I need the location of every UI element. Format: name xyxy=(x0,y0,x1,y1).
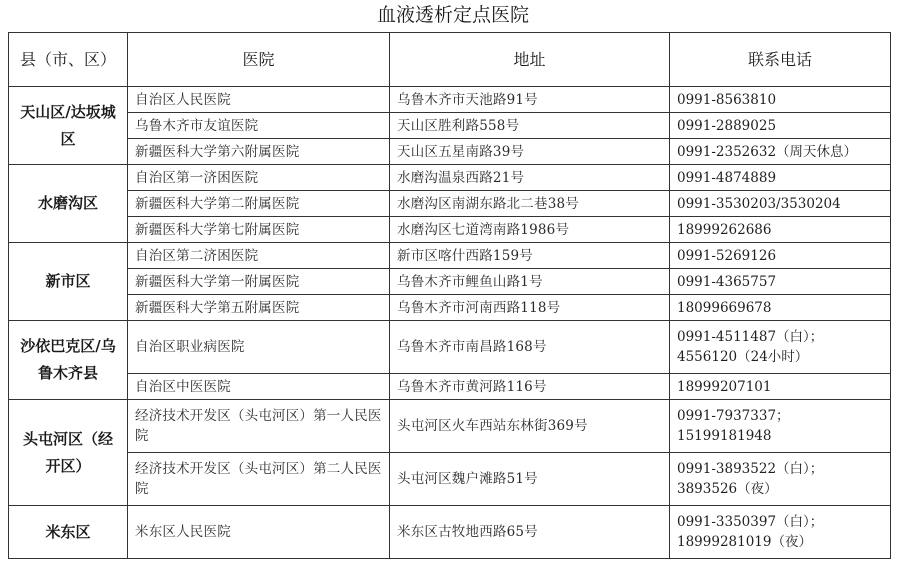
address-cell: 新市区喀什西路159号 xyxy=(390,243,670,269)
phone-cell: 0991-3530203/3530204 xyxy=(670,191,891,217)
address-cell: 天山区五星南路39号 xyxy=(390,139,670,165)
hospital-cell: 新疆医科大学第二附属医院 xyxy=(128,191,390,217)
phone-cell: 18999262686 xyxy=(670,217,891,243)
table-row xyxy=(9,506,891,559)
header-county: 县（市、区） xyxy=(9,33,128,87)
phone-cell: 0991-4874889 xyxy=(670,165,891,191)
table-row xyxy=(9,269,891,295)
phone-cell: 18099669678 xyxy=(670,295,891,321)
hospital-cell: 自治区中医医院 xyxy=(128,374,390,400)
county-cell: 水磨沟区 xyxy=(9,165,128,243)
table-row xyxy=(9,453,891,506)
hospital-cell: 经济技术开发区（头屯河区）第二人民医院 xyxy=(128,453,390,506)
address-cell: 头屯河区火车西站东林街369号 xyxy=(390,400,670,453)
address-cell: 乌鲁木齐市南昌路168号 xyxy=(390,321,670,374)
table-row xyxy=(9,400,891,453)
county-cell: 米东区 xyxy=(9,506,128,559)
address-cell: 水磨沟区七道湾南路1986号 xyxy=(390,217,670,243)
county-cell: 头屯河区（经开区） xyxy=(9,400,128,506)
table-row xyxy=(9,295,891,321)
hospital-cell: 新疆医科大学第七附属医院 xyxy=(128,217,390,243)
hospital-cell: 经济技术开发区（头屯河区）第一人民医院 xyxy=(128,400,390,453)
hospital-cell: 米东区人民医院 xyxy=(128,506,390,559)
phone-cell: 0991-5269126 xyxy=(670,243,891,269)
table-row xyxy=(9,217,891,243)
phone-cell: 0991-2352632（周天休息） xyxy=(670,139,891,165)
hospital-cell: 新疆医科大学第六附属医院 xyxy=(128,139,390,165)
phone-cell: 0991-3893522（白）；3893526（夜） xyxy=(670,453,891,506)
address-cell: 水磨沟温泉西路21号 xyxy=(390,165,670,191)
header-address: 地址 xyxy=(390,33,670,87)
table-row xyxy=(9,139,891,165)
address-cell: 乌鲁木齐市黄河路116号 xyxy=(390,374,670,400)
phone-cell: 18999207101 xyxy=(670,374,891,400)
hospital-cell: 自治区第一济困医院 xyxy=(128,165,390,191)
hospital-cell: 新疆医科大学第一附属医院 xyxy=(128,269,390,295)
address-cell: 米东区古牧地西路65号 xyxy=(390,506,670,559)
hospital-cell: 自治区人民医院 xyxy=(128,87,390,113)
hospital-cell: 自治区第二济困医院 xyxy=(128,243,390,269)
address-cell: 乌鲁木齐市鲤鱼山路1号 xyxy=(390,269,670,295)
page-title: 血液透析定点医院 xyxy=(376,4,529,26)
hospital-cell: 自治区职业病医院 xyxy=(128,321,390,374)
phone-cell: 0991-4511487（白）；4556120（24小时） xyxy=(670,321,891,374)
address-cell: 水磨沟区南湖东路北二巷38号 xyxy=(390,191,670,217)
table-row xyxy=(9,243,891,269)
county-cell: 天山区/达坂城区 xyxy=(9,87,128,165)
phone-cell: 0991-2889025 xyxy=(670,113,891,139)
phone-cell: 0991-4365757 xyxy=(670,269,891,295)
phone-cell: 0991-7937337；15199181948 xyxy=(670,400,891,453)
table-row xyxy=(9,374,891,400)
county-cell: 沙依巴克区/乌鲁木齐县 xyxy=(9,321,128,400)
table-row xyxy=(9,113,891,139)
address-cell: 头屯河区魏户滩路51号 xyxy=(390,453,670,506)
hospital-cell: 乌鲁木齐市友谊医院 xyxy=(128,113,390,139)
hospital-cell: 新疆医科大学第五附属医院 xyxy=(128,295,390,321)
header-hospital: 医院 xyxy=(128,33,390,87)
table-row xyxy=(9,87,891,113)
table-row xyxy=(9,165,891,191)
table-row xyxy=(9,191,891,217)
hospital-table xyxy=(8,32,891,559)
county-cell: 新市区 xyxy=(9,243,128,321)
header-phone: 联系电话 xyxy=(670,33,891,87)
address-cell: 乌鲁木齐市天池路91号 xyxy=(390,87,670,113)
address-cell: 天山区胜利路558号 xyxy=(390,113,670,139)
address-cell: 乌鲁木齐市河南西路118号 xyxy=(390,295,670,321)
table-header-row xyxy=(9,33,891,87)
phone-cell: 0991-3350397（白）；18999281019（夜） xyxy=(670,506,891,559)
table-row xyxy=(9,321,891,374)
phone-cell: 0991-8563810 xyxy=(670,87,891,113)
